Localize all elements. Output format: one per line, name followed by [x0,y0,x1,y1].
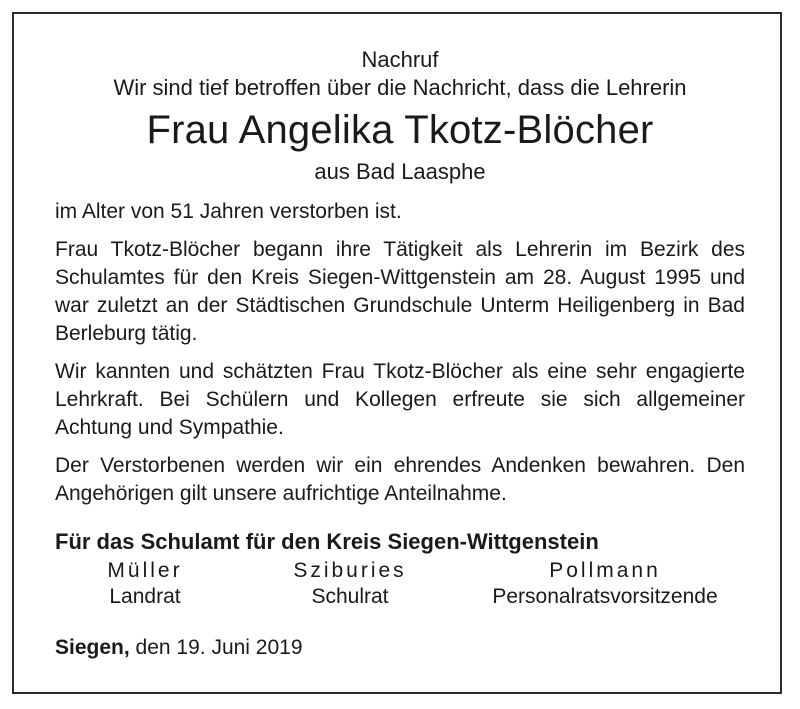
place-date [55,636,745,660]
signer-role: Schulrat [311,585,389,608]
deceased-name: Frau Angelika Tkotz-Blöcher [146,108,654,152]
signer-name: Pollmann [549,559,661,582]
signer-role: Personalratsvorsitzende [492,585,718,608]
signer-name: Sziburies [293,559,407,582]
signer-2 [250,558,450,610]
obituary-notice [55,46,745,660]
signers [55,558,745,610]
paragraph-appreciation: Wir kannten und schätzten Frau Tkotz-Blöcher als eine sehr engagierte Lehrkraft. Bei Schülern und Kollegen erfreute sie sich allgemeiner Achtung und Sympathie. [55,360,745,439]
notice-title: Nachruf [361,47,439,72]
age-line: im Alter von 51 Jahren verstorben ist. [55,200,402,223]
signer-name: Müller [107,559,183,582]
date: den 19. Juni 2019 [135,636,303,659]
organization-line: Für das Schulamt für den Kreis Siegen-Wittgenstein [55,529,599,554]
place: Siegen, [55,636,130,659]
signer-3 [465,558,745,610]
paragraph-career: Frau Tkotz-Blöcher begann ihre Tätigkeit als Lehrerin im Bezirk des Schulamtes für den Kreis Siegen-Wittgenstein am 28. August 1995 und war zuletzt an der Städtischen Grundschule Unterm Heiligenberg in Bad Berleburg tätig. [55,238,745,345]
signer-1 [55,558,235,610]
origin-text: aus Bad Laasphe [314,159,486,184]
intro-text: Wir sind tief betroffen über die Nachricht, dass die Lehrerin [113,75,687,100]
signer-role: Landrat [109,585,181,608]
paragraph-condolence: Der Verstorbenen werden wir ein ehrendes Andenken bewahren. Den Angehörigen gilt unsere aufrichtige Anteilnahme. [55,454,745,505]
